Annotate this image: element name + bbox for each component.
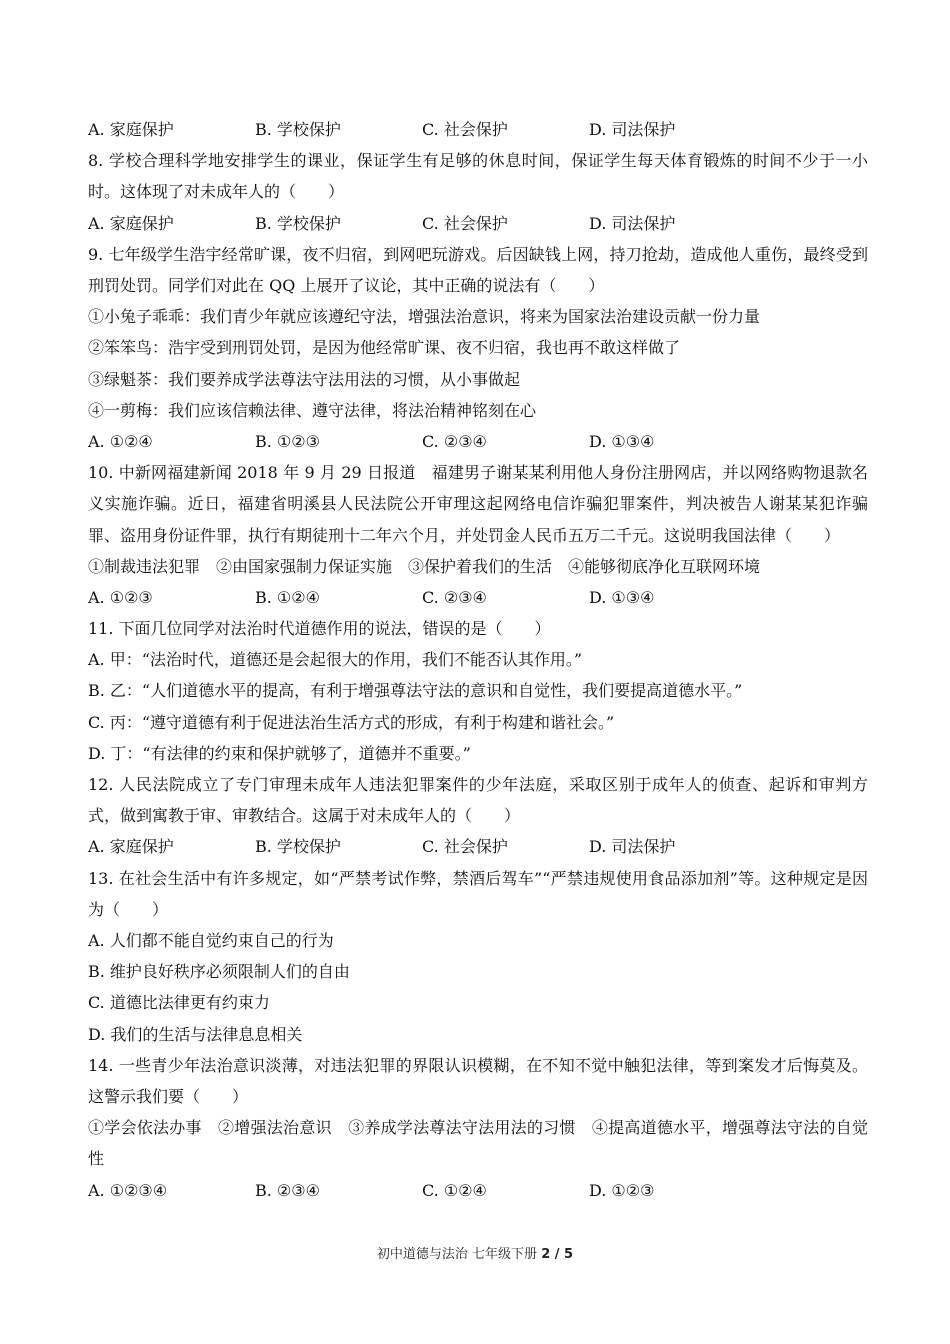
q13-option-c: C. 道德比法律更有约束力 xyxy=(88,993,270,1013)
q14-stem: 14. 一些青少年法治意识淡薄，对违法犯罪的界限认识模糊，在不知不觉中触犯法律，等到案发才后悔莫及。这警示我们要（ ） xyxy=(88,1055,868,1106)
q11-option-b: B. 乙：“人们道德水平的提高，有利于增强尊法守法的意识和自觉性，我们要提高道德水平。” xyxy=(88,681,743,701)
q12-options xyxy=(88,831,868,862)
q9-statement-2: ②笨笨鸟：浩宇受到刑罚处罚，是因为他经常旷课、夜不归宿，我也再不敢这样做了 xyxy=(88,338,681,358)
page-number: 2 / 5 xyxy=(541,1247,574,1262)
q8-options xyxy=(88,208,868,239)
q7-option-b: B. 学校保护 xyxy=(255,120,341,139)
q13-stem: 13. 在社会生活中有许多规定，如“严禁考试作弊，禁酒后驾车”“严禁违规使用食品添加剂”等。这种规定是因为（ ） xyxy=(88,868,868,919)
q8-option-a: A. 家庭保护 xyxy=(88,213,174,233)
q10-option-b: B. ①②④ xyxy=(255,587,320,607)
q9-options xyxy=(88,426,868,457)
page-footer xyxy=(0,1243,950,1262)
q7-options xyxy=(88,114,868,145)
q13-option-a: A. 人们都不能自觉约束自己的行为 xyxy=(88,931,334,951)
q12-option-d: D. 司法保护 xyxy=(589,837,676,857)
q10-statements: ①制裁违法犯罪 ②由国家强制力保证实施 ③保护着我们的生活 ④能够彻底净化互联网环境 xyxy=(88,556,761,576)
q8-option-d: D. 司法保护 xyxy=(589,213,676,233)
q7-option-a: A. 家庭保护 xyxy=(88,120,174,139)
q14-option-c: C. ①②④ xyxy=(422,1180,487,1200)
q9-option-a: A. ①②④ xyxy=(88,431,153,451)
q8-option-b: B. 学校保护 xyxy=(255,213,341,233)
q13-option-d: D. 我们的生活与法律息息相关 xyxy=(88,1024,303,1044)
q14-options xyxy=(88,1175,868,1206)
q14-option-a: A. ①②③④ xyxy=(88,1180,168,1200)
q10-stem: 10. 中新网福建新闻 2018 年 9 月 29 日报道 福建男子谢某某利用他人身份注册网店，并以网络购物退款名义实施诈骗。近日，福建省明溪县人民法院公开审理这起网络电信诈骗犯罪案件，判决被告人谢某某犯诈骗罪、盗用身份证件罪，执行有期徒刑十二年六个月，并处罚金人民币五万二千元。这说明我国法律（ ） xyxy=(88,463,868,545)
q7-option-c: C. 社会保护 xyxy=(422,120,508,139)
q12-option-b: B. 学校保护 xyxy=(255,837,341,857)
q11-option-a: A. 甲：“法治时代，道德还是会起很大的作用，我们不能否认其作用。” xyxy=(88,650,583,670)
q14-statements: ①学会依法办事 ②增强法治意识 ③养成学法尊法守法用法的习惯 ④提高道德水平，增强尊法守法的自觉性 xyxy=(88,1118,868,1169)
q8-option-c: C. 社会保护 xyxy=(422,213,508,233)
q10-option-d: D. ①③④ xyxy=(589,587,655,607)
q9-option-b: B. ①②③ xyxy=(255,431,320,451)
q8-stem: 8. 学校合理科学地安排学生的课业，保证学生有足够的休息时间，保证学生每天体育锻炼的时间不少于一小时。这体现了对未成年人的（ ） xyxy=(88,151,868,202)
q10-option-a: A. ①②③ xyxy=(88,587,153,607)
q11-stem: 11. 下面几位同学对法治时代道德作用的说法，错误的是（ ） xyxy=(88,619,551,639)
q11-option-c: C. 丙：“遵守道德有利于促进法治生活方式的形成，有利于构建和谐社会。” xyxy=(88,712,615,732)
question-content xyxy=(88,114,868,1206)
q11-option-d: D. 丁：“有法律的约束和保护就够了，道德并不重要。” xyxy=(88,743,471,763)
q9-option-c: C. ②③④ xyxy=(422,431,487,451)
q12-stem: 12. 人民法院成立了专门审理未成年人违法犯罪案件的少年法庭，采取区别于成年人的侦查、起诉和审判方式，做到寓教于审、审教结合。这属于对未成年人的（ ） xyxy=(88,775,868,826)
q9-statement-1: ①小兔子乖乖：我们青少年就应该遵纪守法，增强法治意识，将来为国家法治建设贡献一份力量 xyxy=(88,307,761,327)
q12-option-c: C. 社会保护 xyxy=(422,837,508,857)
q14-option-d: D. ①②③ xyxy=(589,1180,655,1200)
q12-option-a: A. 家庭保护 xyxy=(88,837,174,857)
footer-title: 初中道德与法治 七年级下册 xyxy=(376,1247,542,1262)
q10-option-c: C. ②③④ xyxy=(422,587,487,607)
q9-option-d: D. ①③④ xyxy=(589,431,655,451)
q7-option-d: D. 司法保护 xyxy=(589,120,676,139)
q13-option-b: B. 维护良好秩序必须限制人们的自由 xyxy=(88,962,350,982)
q9-statement-4: ④一剪梅：我们应该信赖法律、遵守法律，将法治精神铭刻在心 xyxy=(88,400,537,420)
q9-stem: 9. 七年级学生浩宇经常旷课，夜不归宿，到网吧玩游戏。后因缺钱上网，持刀抢劫，造成他人重伤，最终受到刑罚处罚。同学们对此在 QQ 上展开了议论，其中正确的说法有（ ） xyxy=(88,244,868,295)
q10-options xyxy=(88,582,868,613)
q9-statement-3: ③绿魁茶：我们要养成学法尊法守法用法的习惯，从小事做起 xyxy=(88,369,521,389)
q14-option-b: B. ②③④ xyxy=(255,1180,320,1200)
